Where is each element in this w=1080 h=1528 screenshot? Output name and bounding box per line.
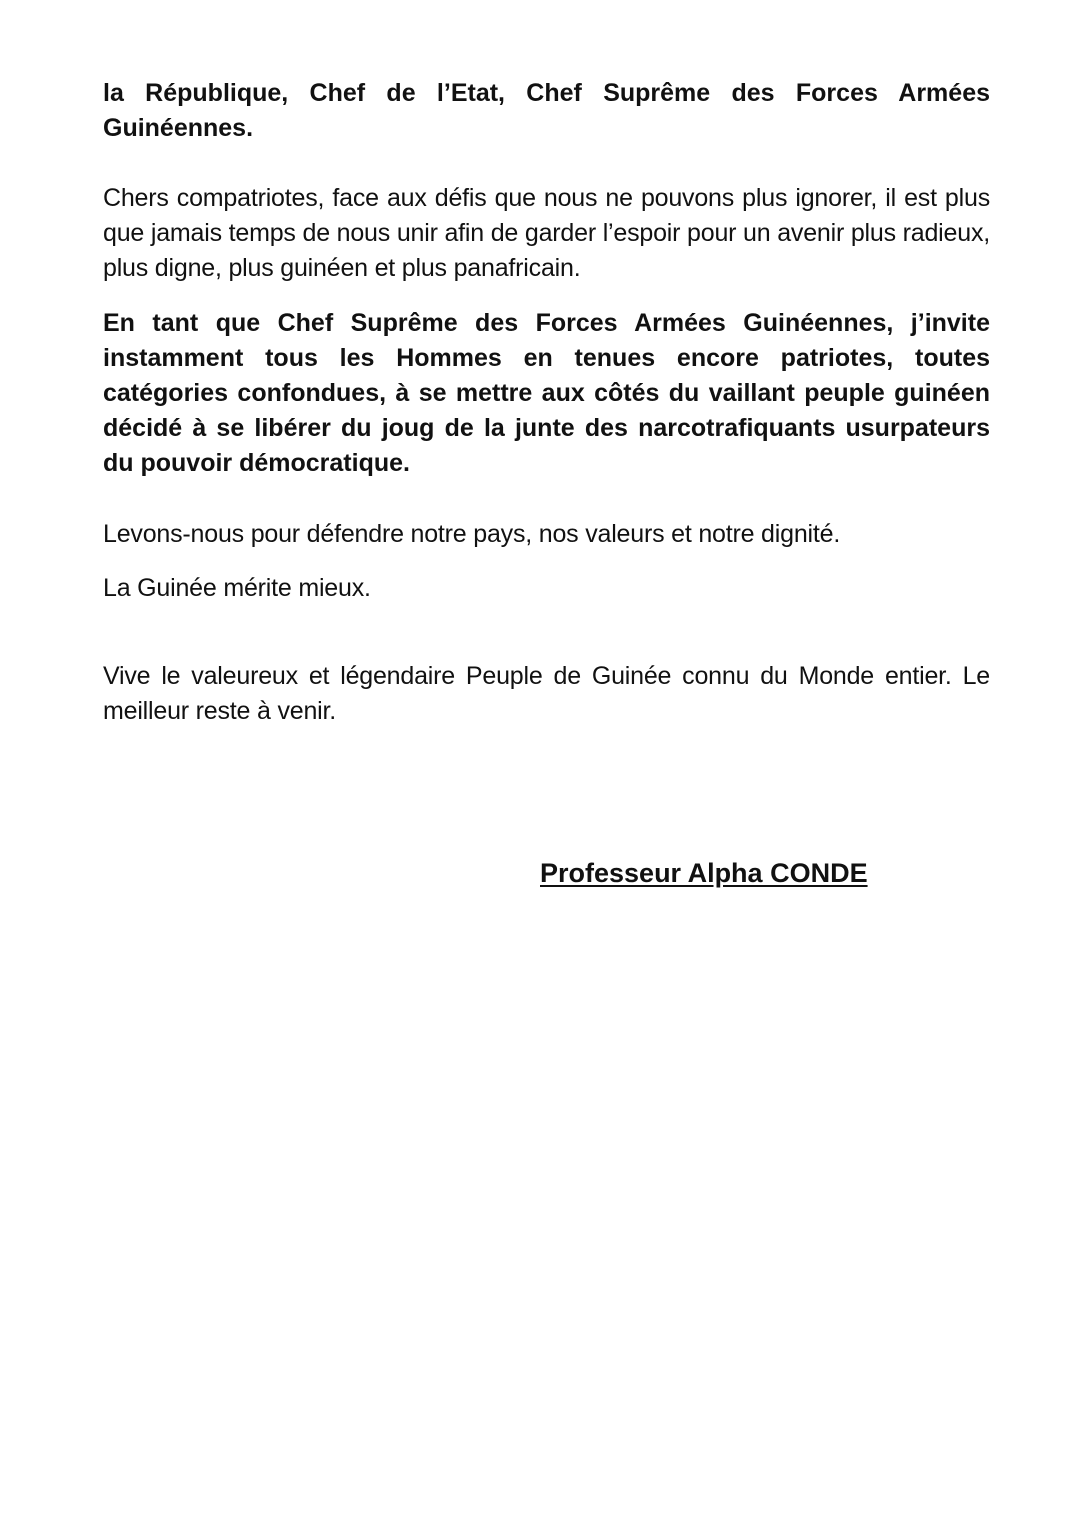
paragraph-call-to-unity: Chers compatriotes, face aux défis que nous ne pouvons plus ignorer, il est plus que jamais temps de nous unir afin de garder l’espoir pour un avenir plus radieux, plus digne, plus guinéen et plus panafricain. — [103, 184, 990, 282]
paragraph-title-continuation: la République, Chef de l’Etat, Chef Suprême des Forces Armées Guinéennes. — [103, 79, 990, 142]
paragraph-guinea-deserves-better: La Guinée mérite mieux. — [103, 574, 371, 602]
paragraph-rise-up: Levons-nous pour défendre notre pays, nos valeurs et notre dignité. — [103, 520, 841, 548]
paragraph-invitation-armed-forces: En tant que Chef Suprême des Forces Armées Guinéennes, j’invite instamment tous les Hommes en tenues encore patriotes, toutes catégories confondues, à se mettre aux côtés du vaillant peuple guinéen décidé à se libérer du joug de la junte des narcotrafiquants usurpateurs du pouvoir démocratique. — [103, 309, 990, 477]
signature: Professeur Alpha CONDE — [540, 858, 868, 888]
paragraph-closing: Vive le valeureux et légendaire Peuple de Guinée connu du Monde entier. Le meilleur reste à venir. — [103, 662, 990, 725]
